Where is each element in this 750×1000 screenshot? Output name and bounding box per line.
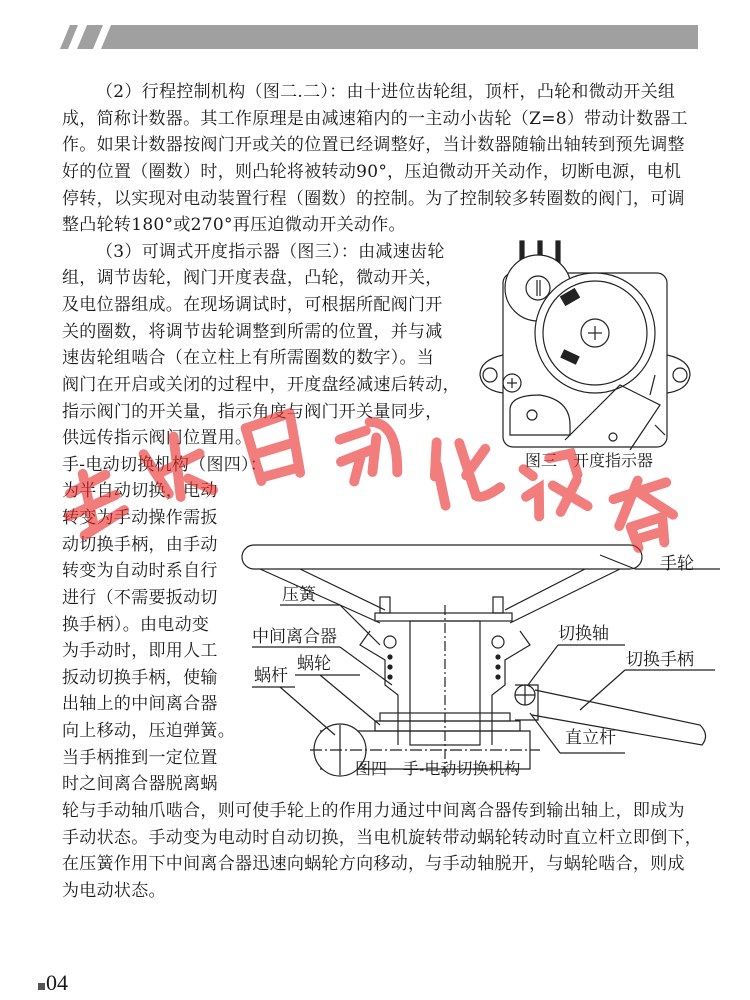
label-upright-rod: 直立杆 [565, 728, 616, 748]
label-worm: 蜗杆 [254, 666, 288, 686]
text-line: 进行（不需要扳动切 [62, 587, 218, 608]
text-line: 出轴上的中间离合器 [62, 694, 218, 715]
text-line: 整凸轮转180°或270°再压迫微动开关动作。 [62, 215, 406, 236]
text-line: 为半自动切换，电动 [62, 481, 218, 502]
text-line: 成，简称计数器。其工作原理是由减速箱内的一主动小齿轮（Z=8）带动计数器工 [62, 108, 688, 129]
text-line: 供远传指示阀门位置用。 [62, 428, 253, 449]
text-line: 转变为手动操作需扳 [62, 508, 218, 528]
opening-indicator-diagram [470, 235, 700, 450]
text-line: 时之间离合器脱离蜗 [62, 774, 218, 795]
text-line: 扳动切换手柄，使输 [62, 667, 218, 688]
label-switch-shaft: 切换轴 [558, 624, 609, 644]
text-line: 速齿轮组啮合（在立柱上有所需圈数的数字）。当 [62, 348, 435, 369]
text-line: 向上移动，压迫弹簧。 [62, 721, 235, 741]
text-line: 停转，以实现对电动装置行程（圈数）的控制。为了控制较多转圈数的阀门，可调 [62, 188, 685, 209]
text-line: 手动状态。手动变为电动时自动切换，当电机旋转带动蜗轮转动时直立杆立即倒下， [62, 827, 703, 848]
text-line: 轮与手动轴爪啮合，则可使手轮上的作用力通过中间离合器传到输出轴上，即成为 [62, 800, 685, 821]
label-switch-handle: 切换手柄 [626, 650, 694, 670]
text-line: 换手柄）。由电动变 [62, 614, 210, 635]
text-line: 及电位器组成。在现场调试时，可根据所配阀门开 [62, 295, 443, 315]
text-line: 指示阀门的开关量，指示角度与阀门开关量同步， [62, 401, 443, 422]
label-handwheel: 手轮 [660, 554, 694, 574]
label-spring: 压簧 [282, 585, 316, 605]
text-line: 为手动时，即用人工 [62, 641, 218, 662]
figure-4-caption: 图四 手-电动切换机构 [355, 759, 521, 778]
label-worm-wheel: 蜗轮 [297, 654, 331, 674]
text-line: 好的位置（圈数）时，则凸轮将被转动90°，压迫微动开关动作，切断电源，电机 [62, 161, 682, 182]
figure-3-indicator [470, 235, 700, 475]
figure-3-caption: 图三 开度指示器 [525, 451, 654, 470]
figure-4-switch-mechanism [240, 535, 720, 785]
page-marker-icon [38, 983, 45, 990]
text-line: 为电动状态。 [62, 880, 166, 901]
text-line: 阀门在开启或关闭的过程中，开度盘经减速后转动， [62, 374, 460, 395]
text-line: 作。如果计数器按阀门开或关的位置已经调整好，当计数器随输出轴转到预先调整 [62, 135, 685, 156]
text-line: 动切换手柄，由手动 [62, 534, 218, 555]
text-line: 关的圈数，将调节齿轮调整到所需的位置，并与减 [62, 321, 443, 342]
text-line: 当手柄推到一定位置 [62, 747, 218, 768]
text-line: （3）可调式开度指示器（图三）：由减速齿轮 [96, 241, 445, 262]
text-line: 转变为自动时系自行 [62, 561, 218, 582]
header-bar [0, 0, 750, 70]
text-line: 组，调节齿轮，阀门开度表盘，凸轮，微动开关， [62, 268, 443, 289]
page-number-text: 04 [46, 970, 68, 995]
text-line: （2）行程控制机构（图二.二）：由十进位齿轮组，顶杆，凸轮和微动开关组 [96, 82, 676, 102]
page-number [38, 970, 68, 996]
text-line: 在压簧作用下中间离合器迅速向蜗轮方向移动，与手动轴脱开，与蜗轮啮合，则成 [62, 854, 685, 875]
text-line: 手-电动切换机构（图四）： [62, 454, 268, 475]
label-clutch: 中间离合器 [252, 627, 337, 647]
